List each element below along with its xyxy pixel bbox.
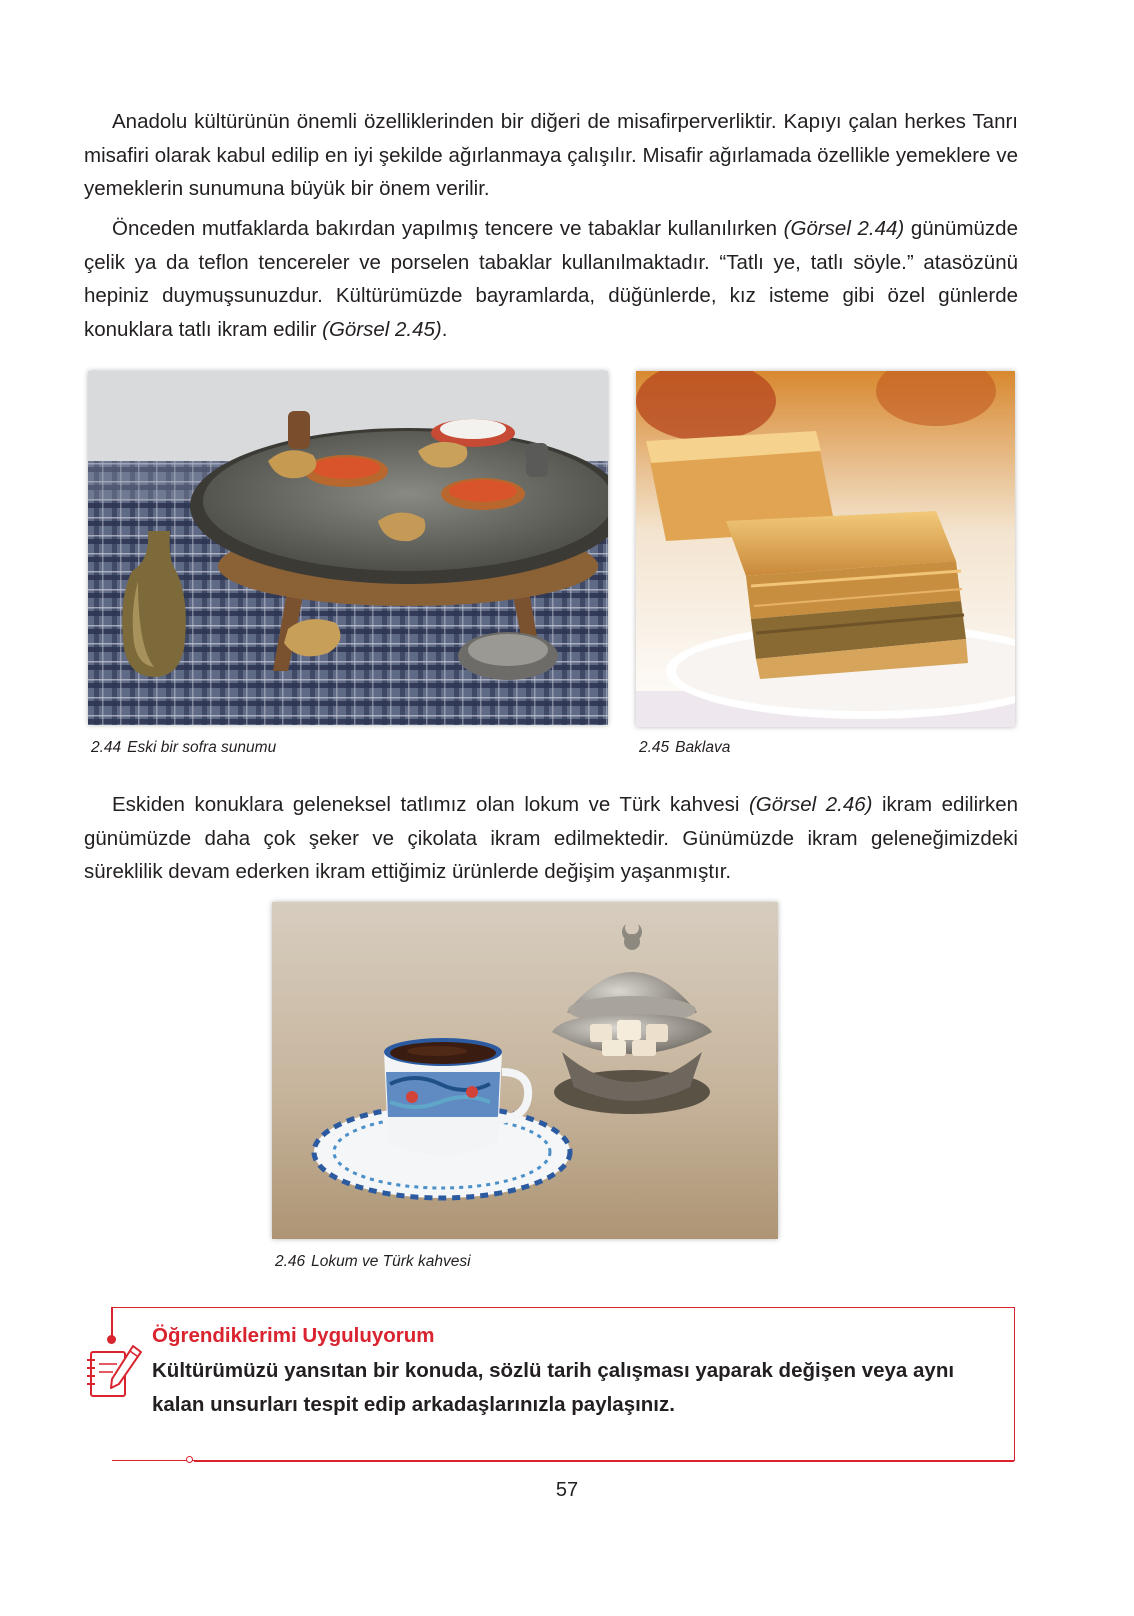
photo-old-table-setting: [88, 371, 608, 725]
activity-box-bottom-line: [194, 1460, 1014, 1462]
notebook-pencil-icon: [85, 1342, 147, 1402]
photo-lokum-turkish-coffee: [272, 902, 778, 1239]
figure-reference-2-45: (Görsel 2.45): [322, 317, 442, 341]
paragraph-kitchenware: Önceden mutfaklarda bakırdan yapılmış tencere ve tabaklar kullanılırken (Görsel 2.44) günümüzde çelik ya da teflon tencereler ve porselen tabaklar kullanılmaktadır. “Tatlı ye, tatlı söyle.” atasözünü hepiniz duymuşsunuzdur. Kültürümüzde bayramlarda, düğünlerde, kız isteme gibi özel günlerde konuklara tatlı ikram edilir (Görsel 2.45).: [84, 217, 1018, 341]
activity-title: Öğrendiklerimi Uyguluyorum: [152, 1324, 435, 1347]
figure-caption-2-46: 2.46 Lokum ve Türk kahvesi: [275, 1253, 471, 1270]
photo-baklava: [636, 371, 1015, 727]
figure-reference-2-46: (Görsel 2.46): [748, 793, 873, 816]
figure-reference-2-44: (Görsel 2.44): [783, 217, 905, 240]
page-number: 57: [555, 1479, 579, 1501]
activity-instruction: Kültürümüzü yansıtan bir konuda, sözlü tarih çalışması yaparak değişen veya aynı kalan unsurları tespit edip arkadaşlarınızla paylaşınız.: [152, 1359, 955, 1416]
figure-caption-2-44: 2.44 Eski bir sofra sunumu: [91, 739, 277, 756]
activity-box-left-line: [111, 1307, 113, 1337]
paragraph-hospitality: Anadolu kültürünün önemli özelliklerinden bir diğeri de misafirperverliktir. Kapıyı çalan herkes Tanrı misafiri olarak kabul edilip en iyi şekilde ağırlanmaya çalışılır. Misafir ağırlamada özellikle yemeklere ve yemeklerin sunumuna büyük bir önem verilir.: [84, 110, 1018, 200]
figure-caption-2-45: 2.45 Baklava: [639, 739, 731, 756]
paragraph-lokum-coffee: Eskiden konuklara geleneksel tatlımız olan lokum ve Türk kahvesi (Görsel 2.46) ikram edilirken günümüzde daha çok şeker ve çikolata ikram edilmektedir. Günümüzde ikram geleneğimizdeki süreklilik devam ederken ikram ettiğimiz ürünlerde değişim yaşanmıştır.: [84, 793, 1018, 883]
activity-box-ring: [186, 1456, 193, 1463]
